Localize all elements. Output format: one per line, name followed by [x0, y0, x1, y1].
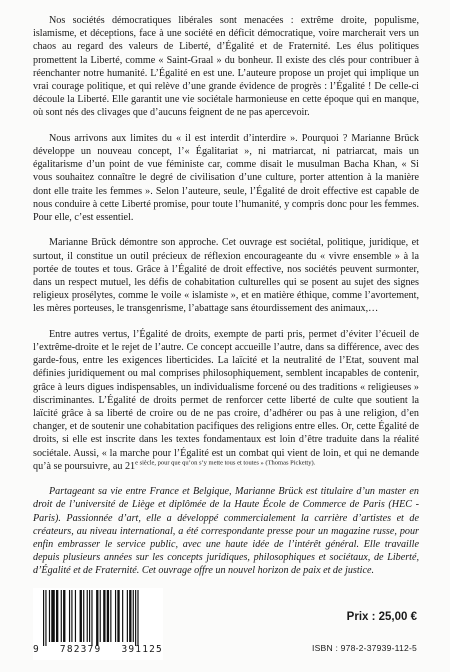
- barcode-bar: [91, 590, 92, 646]
- barcode-bar: [56, 590, 58, 642]
- barcode-bar: [69, 590, 70, 642]
- barcode-bar: [63, 590, 65, 642]
- barcode: [33, 588, 163, 660]
- paragraph-4-main: Entre autres vertus, l’Égalité de droits, exempte de parti pris, permet d’éviter l’écueil de l’extrême-droite et le rejet de l’autre. Ce concept accueille l’autre, dans sa différence, avec des garde-fous, entre les exigences liberticides. La laïcité et la neutralité de l’Etat, souvent mal définies juridiquement ou mal comprises philosophiquement, semblent incapables de contenir, grâce à leurs digues indispensables, un individualisme forcené ou des traditions « religieuses » discriminantes. L’Égalité de droits permet de renforcer cette liberté de culte que soutient la laïcité grâce à sa liberté de croire ou de ne pas croire, d’adhérer ou pas à une religion, d’en changer, et de soutenir une cohabitation pacifiques des religions entre elles. Or, cette Égalité de droits, si elle est inscrite dans les textes fondamentaux est loin d’être traduite dans la réalité sociétale. Aussi, « la marche pour l’Égalité est un combat qui vient de loin, et qui ne demande qu’à se poursuivre, au 21: [33, 328, 419, 472]
- isbn-label: ISBN : 978-2-37939-112-5: [312, 643, 417, 653]
- barcode-bar: [87, 590, 88, 642]
- barcode-bar: [110, 590, 111, 642]
- barcode-bar: [51, 590, 55, 642]
- barcode-bar: [107, 590, 109, 642]
- barcode-bar: [75, 590, 76, 642]
- barcode-bar: [49, 590, 50, 642]
- paragraph-3: Marianne Brück démontre son approche. Cet ouvrage est sociétal, politique, juridique, et surtout, il constitue un outil précieux de réflexion encourageante du « vivre ensemble » à la portée de toutes et tous. Grâce à l’Égalité de droit effective, nos sociétés peuvent surmonter, dans un respect mutuel, les défis de cohabitation culturelles qui se posent au sujet des signes religieux prosélytes, comme le voile « islamiste », et en matière éthique, comme l’avortement, les mères porteuses, le transgenrisme, l’abattage sans étourdissement des animaux,…: [33, 237, 419, 315]
- barcode-bar: [103, 590, 105, 642]
- author-bio: Partageant sa vie entre France et Belgique, Marianne Brück est titulaire d’un master en droit de l’université de Liège et diplômée de la Haute École de Commerce de Paris (HEC - Paris). Passionnée d’art, elle a développé commercialement la carrière d’artistes et de créateurs, au niveau international, a été correspondante presse pour un magazine russe, pour enfin embrasser le service public, avec une haute idée de l’intérêt général. Elle travaille depuis plusieurs années sur les concepts juridiques, philosophiques et sociétaux, de Liberté, d’Égalité et de Fraternité. Cet ouvrage offre un nouvel horizon de paix et de justice.: [33, 486, 419, 577]
- barcode-bar: [137, 590, 138, 646]
- barcode-bar: [133, 590, 134, 642]
- barcode-bar: [100, 590, 101, 642]
- paragraph-1: Nos sociétés démocratiques libérales sont menacées : extrême droite, populisme, islamisme, et déceptions, face à une société en déficit démocratique, voire marcherait vers un chaos au regard des valeurs de Liberté, d’Égalité et de Fraternité. Les élus politiques promettent la Liberté, comme « Saint-Graal » du bonheur. Il existe des clés pour contribuer à réenchanter notre humanité. L’Égalité en est une. L’auteure propose un projet qui implique un vrai courage politique, et qui relève d’une grande évidence de progrès : l’Égalité ! De celle-ci découle la Liberté. Elle garantit une vie sociétale harmonieuse en cette époque qui en manque, où sont nés des clivages que d’aucuns feignent de ne pas apercevoir.: [33, 15, 419, 119]
- price-label: Prix : 25,00 €: [346, 611, 417, 623]
- paragraph-4-superscript: e siècle, pour que qu’on s’y mette tous et toutes » (Thomas Picketty).: [135, 459, 316, 467]
- barcode-digits: [33, 644, 163, 655]
- barcode-bar: [122, 590, 123, 642]
- summary-text: [33, 14, 419, 578]
- paragraph-2: Nous arrivons aux limites du « il est interdit d’interdire ». Pourquoi ? Marianne Brück développe un nouveau concept, l’« Égalitariat », ni matriarcat, ni patriarcat, mais un égalitarisme d’un point de vue féministe car, comme disait le musulman Bacha Khan, « Si vous souhaitez connaître le degré de civilisation d’une culture, porter attention à la manière dont elle traite les femmes ». Selon l’auteure, seule, l’Égalité de droit effective est capable de nous conduire à cette Liberté promise, pour toute l’humanité, y compris donc pour les femmes. Pour elle, c’est essentiel.: [33, 132, 419, 224]
- barcode-bar: [45, 590, 46, 646]
- barcode-digit-prefix: 9: [33, 644, 40, 655]
- barcode-bar: [80, 590, 82, 642]
- barcode-bar: [83, 590, 84, 642]
- barcode-bar: [61, 590, 62, 642]
- barcode-bar: [96, 590, 98, 646]
- barcode-bar: [71, 590, 72, 642]
- barcode-bar: [135, 590, 136, 646]
- barcode-bar: [89, 590, 90, 642]
- paragraph-4: [33, 328, 419, 473]
- barcode-bar: [43, 590, 44, 646]
- barcode-digit-group-2: 391125: [121, 644, 163, 655]
- barcode-digit-group-1: 782379: [59, 644, 102, 655]
- barcode-bar: [115, 590, 116, 642]
- barcode-bar: [127, 590, 128, 642]
- barcode-bar: [117, 590, 119, 642]
- barcode-bar: [129, 590, 131, 642]
- barcode-bars: [41, 590, 159, 646]
